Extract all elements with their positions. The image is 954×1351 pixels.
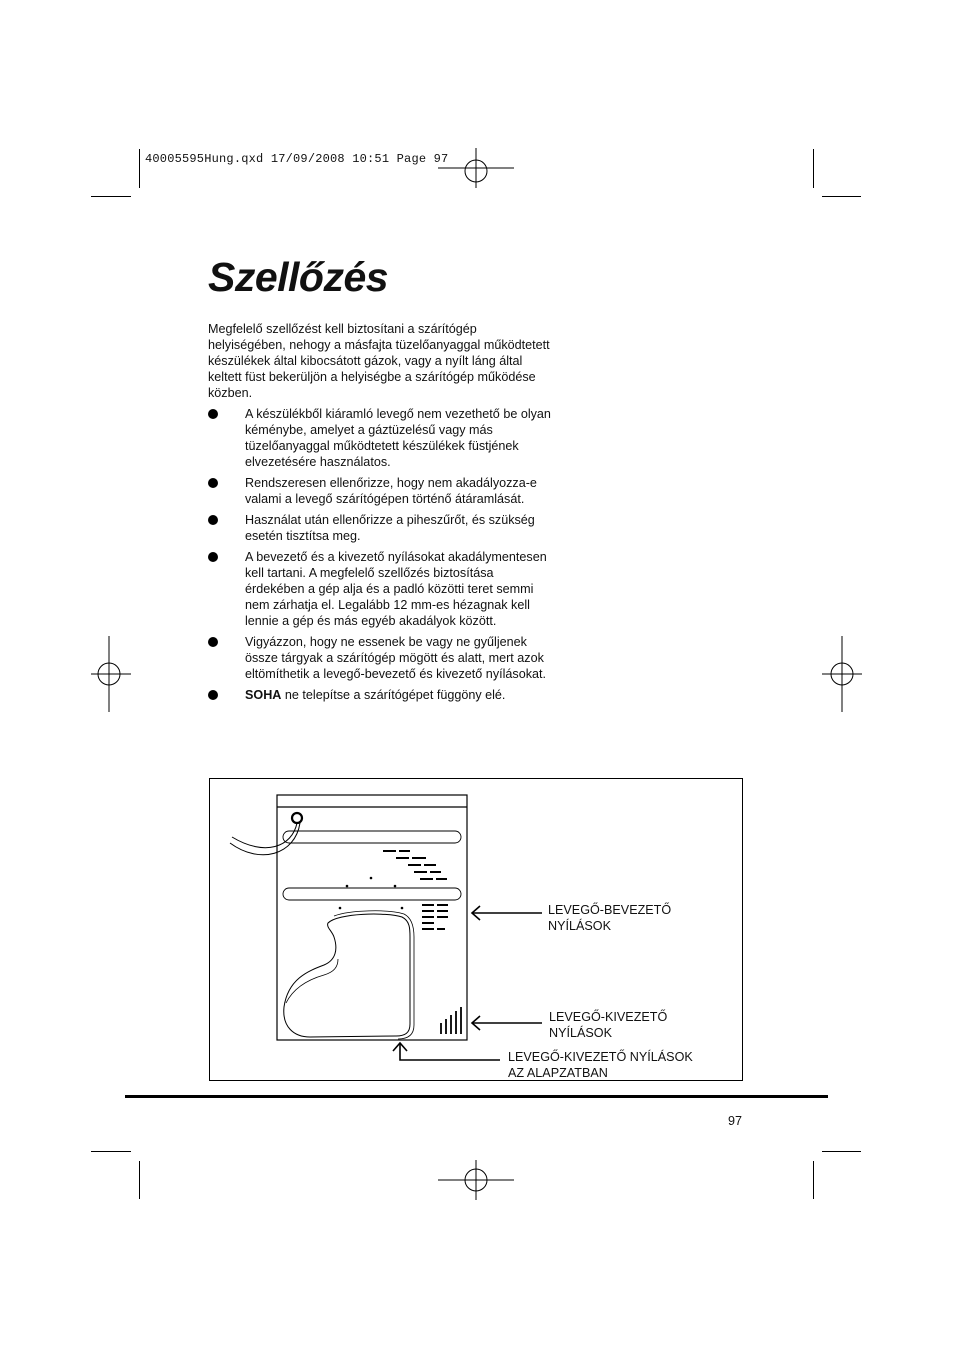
list-item [208,512,553,544]
list-item [208,687,553,703]
crop-mark-top-left-horizontal [91,196,131,197]
crop-mark-top-right-vertical [813,149,814,188]
label-air-outlet [549,1009,667,1041]
crop-mark-bottom-right-vertical [813,1161,814,1199]
bullet-icon [208,478,218,488]
bullet-text: Használat után ellenőrizze a piheszűrőt, és szükség esetén tisztítsa meg. [245,513,535,543]
list-item [208,634,553,682]
crop-mark-bottom-right-horizontal [822,1151,861,1152]
print-slug: 40005595Hung.qxd 17/09/2008 10:51 Page 97 [145,152,449,166]
registration-mark-bottom-icon [438,1142,514,1218]
footer-rule [125,1095,828,1098]
registration-mark-left-icon [91,636,167,712]
bullet-icon [208,409,218,419]
label-base-outlet-line2: AZ ALAPZATBAN [508,1066,608,1080]
bullet-text: A bevezető és a kivezető nyílásokat akadálymentesen kell tartani. A megfelelő szellőzés biztosítása érdekében a gép alja és a padló közötti teret semmi nem zárhatja el. Legalább 12 mm-es hézagnak kell lennie a gép és más egyéb akadályok között. [245,550,547,628]
list-item [208,406,553,470]
label-air-inlet [548,902,671,934]
label-air-outlet-line1: LEVEGŐ-KIVEZETŐ [549,1010,668,1024]
bullet-icon [208,515,218,525]
bullet-icon [208,637,218,647]
bullet-text: ne telepítse a szárítógépet függöny elé. [281,688,506,702]
crop-mark-top-left-vertical [139,149,140,188]
bullet-text: A készülékből kiáramló levegő nem vezethető be olyan kéménybe, amelyet a gáztüzelésű vagy más tüzelőanyaggal működtetett készülékek füstjének elvezetésére használatos. [245,407,551,469]
crop-mark-top-right-horizontal [822,196,861,197]
label-air-inlet-line1: LEVEGŐ-BEVEZETŐ [548,903,672,917]
registration-mark-top-icon [438,133,514,209]
crop-mark-bottom-left-vertical [139,1161,140,1199]
page-number: 97 [728,1114,743,1128]
list-item [208,549,553,629]
crop-mark-bottom-left-horizontal [91,1151,131,1152]
intro-paragraph: Megfelelő szellőzést kell biztosítani a szárítógép helyiségében, nehogy a másfajta tüzelőanyaggal működtetett készülékek által kibocsátott gázok, vagy a nyílt láng által keltett füst bekerüljön a helyiségbe a szárítógép működése közben. [208,322,550,400]
bullet-text: Rendszeresen ellenőrizze, hogy nem akadályozza-e valami a levegő szárítógépen történő átáramlását. [245,476,537,506]
registration-mark-right-icon [822,636,898,712]
label-air-inlet-line2: NYÍLÁSOK [548,919,611,933]
bullet-list [208,406,553,708]
page-title: Szellőzés [208,254,389,300]
bullet-icon [208,552,218,562]
ventilation-diagram [209,778,743,1081]
label-air-outlet-line2: NYÍLÁSOK [549,1026,612,1040]
list-item [208,475,553,507]
label-base-outlet-line1: LEVEGŐ-KIVEZETŐ NYÍLÁSOK [508,1050,693,1064]
bullet-emphasis: SOHA [245,688,282,702]
bullet-icon [208,690,218,700]
bullet-text: Vigyázzon, hogy ne essenek be vagy ne gyűljenek össze tárgyak a szárítógép mögött és alatt, mert azok eltömíthetik a levegő-bevezető és kivezető nyílásokat. [245,635,547,681]
label-base-outlet [508,1049,693,1081]
